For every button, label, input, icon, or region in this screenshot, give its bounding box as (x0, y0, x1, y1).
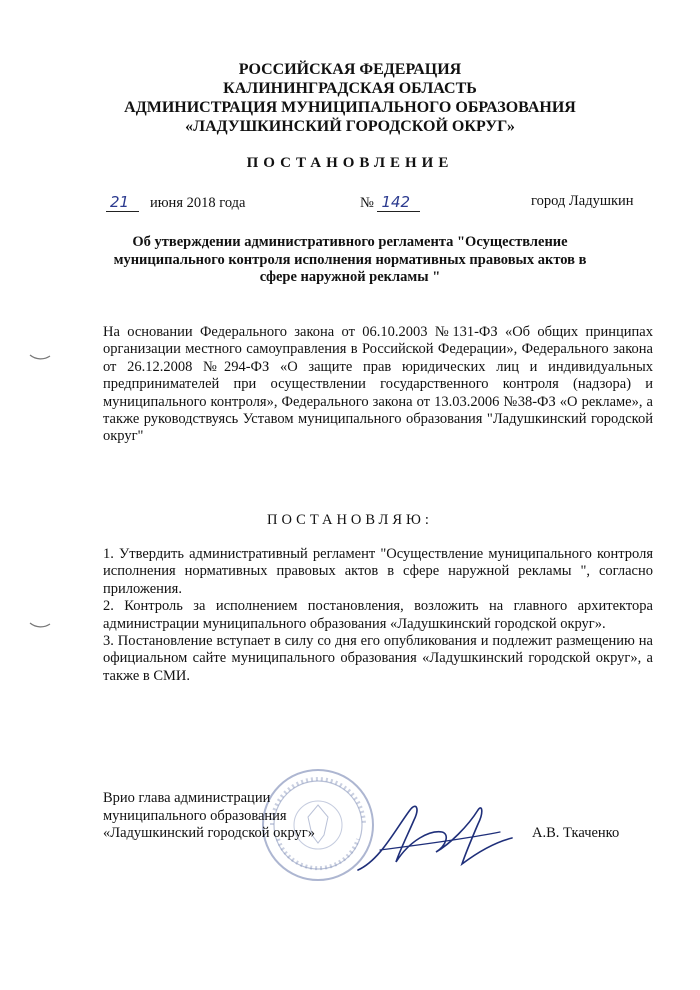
subject-line: Об утверждении административного регламента "Осуществление (132, 234, 568, 250)
header-administration: АДМИНИСТРАЦИЯ МУНИЦИПАЛЬНОГО ОБРАЗОВАНИЯ (124, 99, 576, 116)
signer-name: А.В. Ткаченко (532, 825, 620, 841)
handwritten-number: 142 (377, 193, 420, 212)
signer-organization: муниципального образования (103, 807, 287, 824)
preamble-text: На основании Федерального закона от 06.10.2003 №131-ФЗ «Об общих принципах организации местного самоуправления в Российской Федерации», Федерального закона от 26.12.2008 №294-ФЗ «О защите прав юридических лиц и индивидуальных предпринимателей при осуществлении государственного контроля (надзора) и муниципального контроля», Федерального закона от 13.03.2006 №38-ФЗ «О рекламе», а также руководствуясь Уставом муниципального образования "Ладушкинский городской округ" (103, 324, 653, 445)
document-header (0, 60, 700, 136)
header-country: РОССИЙСКАЯ ФЕДЕРАЦИЯ (238, 61, 462, 78)
subject-line: сфере наружной рекламы " (259, 269, 441, 285)
hole-punch-mark (28, 620, 52, 630)
number-field (360, 193, 420, 212)
date-month-year: июня 2018 года (149, 195, 246, 211)
handwritten-signature (350, 790, 520, 885)
number-label: № (360, 195, 374, 211)
hole-punch-mark (28, 352, 52, 362)
signature-block (103, 790, 315, 843)
date-field (106, 193, 245, 212)
document-title: ПОСТАНОВЛЕНИЕ (246, 155, 454, 171)
city-name: город Ладушкин (531, 193, 634, 209)
resolution-items (103, 546, 653, 685)
resolution-item-1: 1. Утвердить административный регламент "Осуществление муниципального контроля исполнения нормативных правовых актов в сфере наружной рекламы ", согласно приложения. (103, 546, 653, 597)
subject-line: муниципального контроля исполнения нормативных правовых актов в (113, 251, 587, 268)
preamble-paragraph (103, 324, 653, 446)
header-region: КАЛИНИНГРАДСКАЯ ОБЛАСТЬ (223, 80, 477, 97)
resolution-item-3: 3. Постановление вступает в силу со дня его опубликования и подлежит размещению на официальном сайте муниципального образования «Ладушкинский городской округ», а также в СМИ. (103, 633, 653, 684)
document-subject (100, 234, 600, 287)
header-district: «ЛАДУШКИНСКИЙ ГОРОДСКОЙ ОКРУГ» (185, 118, 515, 135)
signer-district: «Ладушкинский городской округ» (103, 825, 315, 841)
handwritten-day: 21 (106, 193, 139, 212)
resolve-heading: ПОСТАНОВЛЯЮ: (267, 512, 433, 528)
resolution-item-2: 2. Контроль за исполнением постановления, возложить на главного архитектора администрации муниципального образования «Ладушкинский городской округ». (103, 598, 653, 632)
signer-position: Врио глава администрации (103, 790, 271, 806)
